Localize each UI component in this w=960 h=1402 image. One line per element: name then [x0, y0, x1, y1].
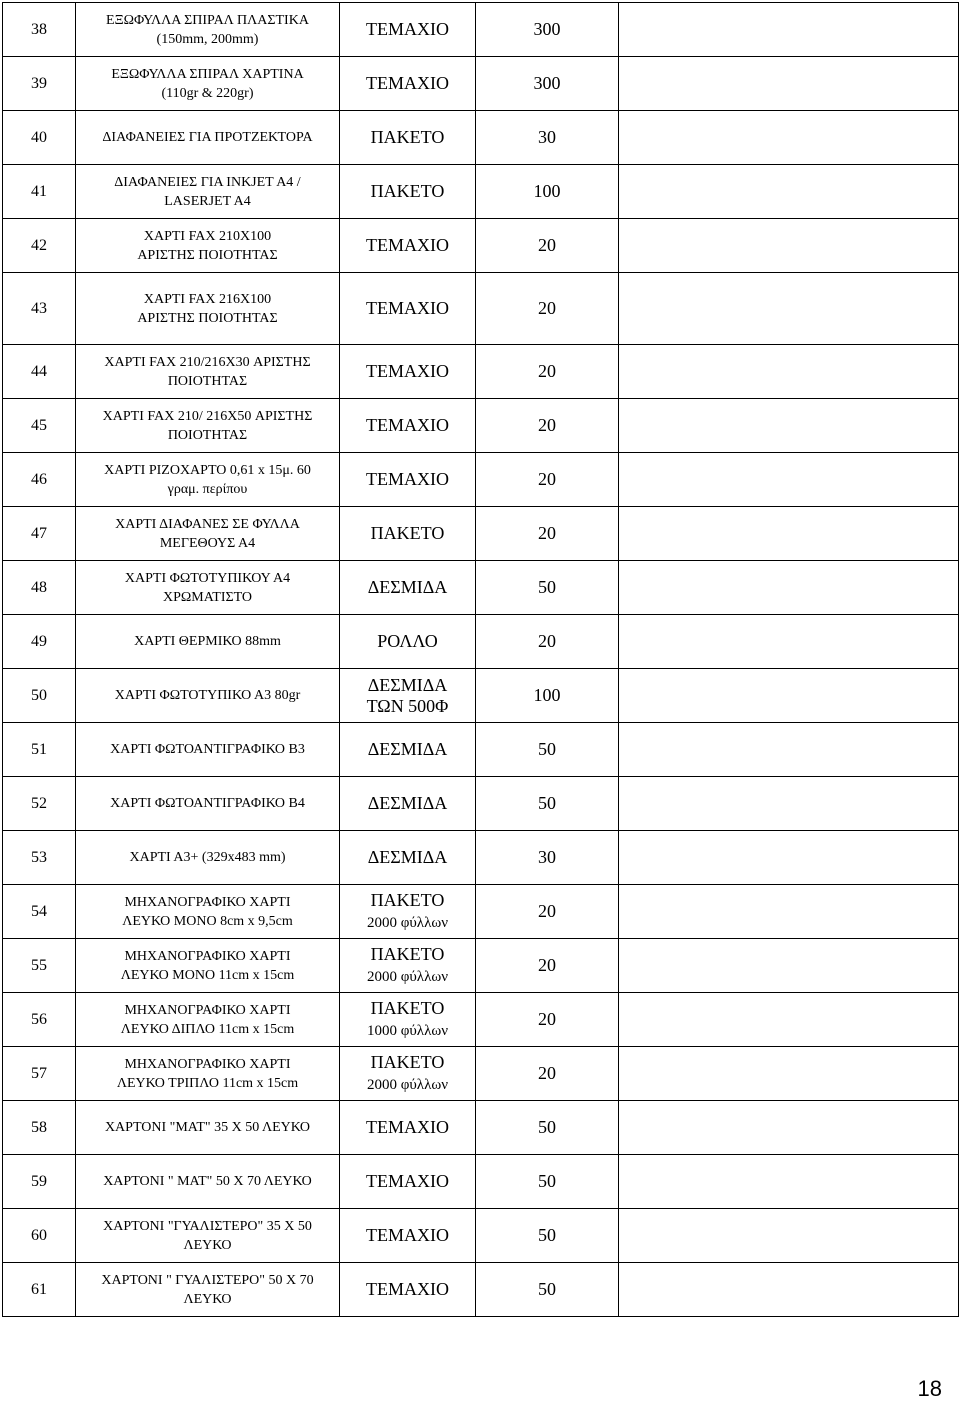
item-unit-cell — [340, 1155, 476, 1209]
item-description-cell — [76, 1209, 340, 1263]
item-quantity: 20 — [538, 298, 556, 318]
item-unit-cell — [340, 1263, 476, 1317]
item-number: 54 — [31, 902, 47, 920]
item-number-cell — [3, 1047, 76, 1101]
item-number: 49 — [31, 632, 47, 650]
item-quantity: 20 — [538, 523, 556, 543]
table-row — [3, 885, 959, 939]
item-unit: ΤΕΜΑΧΙΟ — [366, 235, 449, 255]
item-price-cell — [619, 885, 959, 939]
item-number: 38 — [31, 20, 47, 38]
item-unit: ΔΕΣΜΙΔΑ — [367, 739, 448, 759]
item-number: 44 — [31, 362, 47, 380]
item-description-line1: ΧΑΡΤΟΝΙ "ΜΑΤ" 35 Χ 50 ΛΕΥΚΟ — [104, 1120, 311, 1135]
item-unit: ΠΑΚΕΤΟ — [370, 127, 445, 147]
item-description-cell — [76, 111, 340, 165]
item-price-cell — [619, 669, 959, 723]
item-number: 46 — [31, 470, 47, 488]
item-description-line2: ΛΕΥΚΟ ΤΡΙΠΛΟ 11cm x 15cm — [116, 1075, 299, 1091]
item-unit-cell — [340, 1047, 476, 1101]
item-quantity-cell — [476, 111, 619, 165]
table-row — [3, 1263, 959, 1317]
item-price-cell — [619, 1263, 959, 1317]
item-number-cell — [3, 561, 76, 615]
item-description-cell — [76, 1155, 340, 1209]
item-description-line1: ΧΑΡΤΙ ΔΙΑΦΑΝΕΣ ΣΕ ΦΥΛΛΑ — [115, 516, 300, 532]
table-row — [3, 273, 959, 345]
item-quantity-cell — [476, 669, 619, 723]
item-price-cell — [619, 273, 959, 345]
item-description-line1: ΧΑΡΤΙ ΦΩΤΟΑΝΤΙΓΡΑΦΙΚΟ Β4 — [110, 796, 305, 811]
item-unit-detail: 1000 φύλλων — [366, 1022, 449, 1039]
item-number-cell — [3, 507, 76, 561]
item-number: 59 — [31, 1172, 47, 1190]
table-row — [3, 939, 959, 993]
item-number: 48 — [31, 578, 47, 596]
item-unit-cell — [340, 3, 476, 57]
item-description-cell — [76, 507, 340, 561]
item-description-line2: ΠΟΙΟΤΗΤΑΣ — [167, 373, 248, 389]
item-price-cell — [619, 939, 959, 993]
item-unit: ΠΑΚΕΤΟ — [370, 889, 445, 910]
item-quantity: 50 — [538, 793, 556, 813]
item-description-line2: LASERJET A4 — [164, 193, 251, 209]
item-number: 58 — [31, 1118, 47, 1136]
table-row — [3, 993, 959, 1047]
table-row — [3, 669, 959, 723]
item-number-cell — [3, 273, 76, 345]
item-unit-cell — [340, 111, 476, 165]
item-description-line1: ΕΞΩΦΥΛΛΑ ΣΠΙΡΑΛ ΧΑΡΤΙΝΑ — [111, 66, 304, 82]
item-description-line1: ΔΙΑΦΑΝΕΙΕΣ ΓΙΑ ΠΡΟΤΖΕΚΤΟΡΑ — [102, 130, 313, 145]
item-description-line1: ΧΑΡΤΙ FAX 210/ 216X50 ΑΡΙΣΤΗΣ — [102, 408, 313, 424]
item-unit: ΠΑΚΕΤΟ — [370, 997, 445, 1018]
item-unit-detail: 2000 φύλλων — [366, 968, 449, 985]
item-description-line2: ΜΕΓΕΘΟΥΣ Α4 — [159, 535, 256, 551]
item-description-line2: γραμ. περίπου — [167, 481, 248, 497]
item-number-cell — [3, 885, 76, 939]
item-quantity-cell — [476, 1101, 619, 1155]
item-description-line1: ΧΑΡΤΙ FAX 210/216X30 ΑΡΙΣΤΗΣ — [104, 354, 311, 370]
item-description-cell — [76, 57, 340, 111]
item-unit-cell — [340, 777, 476, 831]
item-number-cell — [3, 993, 76, 1047]
item-number-cell — [3, 723, 76, 777]
table-row — [3, 831, 959, 885]
item-price-cell — [619, 345, 959, 399]
item-description-cell — [76, 615, 340, 669]
item-number-cell — [3, 615, 76, 669]
item-description-line1: ΜΗΧΑΝΟΓΡΑΦΙΚΟ ΧΑΡΤΙ — [124, 894, 291, 910]
item-unit-cell — [340, 831, 476, 885]
item-unit-cell — [340, 345, 476, 399]
item-number: 57 — [31, 1064, 47, 1082]
item-quantity-cell — [476, 615, 619, 669]
table-row — [3, 399, 959, 453]
table-row — [3, 1047, 959, 1101]
item-quantity: 30 — [538, 847, 556, 867]
item-description-cell — [76, 1047, 340, 1101]
item-unit: ΤΕΜΑΧΙΟ — [366, 73, 449, 93]
item-number: 39 — [31, 74, 47, 92]
item-quantity: 300 — [533, 73, 561, 93]
item-quantity-cell — [476, 399, 619, 453]
item-number-cell — [3, 1209, 76, 1263]
item-description-line2: (110gr & 220gr) — [161, 85, 254, 101]
item-number: 43 — [31, 299, 47, 317]
table-row — [3, 453, 959, 507]
item-unit: ΔΕΣΜΙΔΑ — [367, 577, 448, 597]
item-unit-cell — [340, 507, 476, 561]
item-description-line1: ΧΑΡΤΙ ΡΙΖΟΧΑΡΤΟ 0,61 x 15μ. 60 — [104, 462, 311, 478]
table-row — [3, 615, 959, 669]
item-quantity: 20 — [538, 631, 556, 651]
item-price-cell — [619, 111, 959, 165]
item-unit-cell — [340, 723, 476, 777]
table-row — [3, 561, 959, 615]
item-price-cell — [619, 507, 959, 561]
item-number-cell — [3, 777, 76, 831]
item-price-cell — [619, 219, 959, 273]
item-quantity-cell — [476, 219, 619, 273]
item-price-cell — [619, 831, 959, 885]
item-unit: ΔΕΣΜΙΔΑ — [367, 793, 448, 813]
item-number: 61 — [31, 1280, 47, 1298]
item-unit: ΠΑΚΕΤΟ — [370, 523, 445, 543]
item-description-line2: ΧΡΩΜΑΤΙΣΤΟ — [162, 589, 253, 605]
item-unit: ΤΕΜΑΧΙΟ — [366, 298, 449, 318]
item-unit: ΠΑΚΕΤΟ — [370, 181, 445, 201]
item-description-line2: (150mm, 200mm) — [156, 31, 259, 47]
item-quantity: 100 — [533, 181, 561, 201]
item-number: 53 — [31, 848, 47, 866]
table-row — [3, 219, 959, 273]
item-description-line1: ΧΑΡΤΙ ΦΩΤΟΤΥΠΙΚΟ Α3 80gr — [114, 688, 301, 703]
item-quantity-cell — [476, 1047, 619, 1101]
item-description-cell — [76, 3, 340, 57]
table-row — [3, 345, 959, 399]
table-row — [3, 1209, 959, 1263]
item-price-cell — [619, 1155, 959, 1209]
item-quantity: 50 — [538, 1117, 556, 1137]
item-quantity: 20 — [538, 955, 556, 975]
item-description-line1: ΧΑΡΤΙ FAX 216X100 — [143, 291, 272, 307]
item-number-cell — [3, 669, 76, 723]
item-unit-detail: 2000 φύλλων — [366, 1076, 449, 1093]
item-number-cell — [3, 111, 76, 165]
table-row — [3, 777, 959, 831]
item-description-cell — [76, 885, 340, 939]
item-description-line2: ΑΡΙΣΤΗΣ ΠΟΙΟΤΗΤΑΣ — [137, 310, 278, 326]
item-number-cell — [3, 939, 76, 993]
item-description-cell — [76, 831, 340, 885]
item-number-cell — [3, 1263, 76, 1317]
item-quantity-cell — [476, 1209, 619, 1263]
table-row — [3, 57, 959, 111]
item-unit: ΔΕΣΜΙΔΑ — [367, 674, 448, 695]
item-unit-cell — [340, 1101, 476, 1155]
item-number: 55 — [31, 956, 47, 974]
item-quantity: 20 — [538, 235, 556, 255]
item-quantity: 20 — [538, 901, 556, 921]
item-number-cell — [3, 219, 76, 273]
item-description-line2: ΠΟΙΟΤΗΤΑΣ — [167, 427, 248, 443]
item-unit-cell — [340, 219, 476, 273]
item-description-line1: ΜΗΧΑΝΟΓΡΑΦΙΚΟ ΧΑΡΤΙ — [124, 1002, 291, 1018]
item-number: 40 — [31, 128, 47, 146]
item-quantity-cell — [476, 1155, 619, 1209]
item-quantity-cell — [476, 723, 619, 777]
item-description-cell — [76, 165, 340, 219]
item-description-line2: ΑΡΙΣΤΗΣ ΠΟΙΟΤΗΤΑΣ — [137, 247, 278, 263]
item-description-cell — [76, 345, 340, 399]
item-unit-detail: 2000 φύλλων — [366, 914, 449, 931]
item-unit-cell — [340, 273, 476, 345]
item-unit: ΤΕΜΑΧΙΟ — [366, 1117, 449, 1137]
item-description-cell — [76, 219, 340, 273]
item-number-cell — [3, 399, 76, 453]
item-unit-cell — [340, 399, 476, 453]
item-number-cell — [3, 1155, 76, 1209]
table-row — [3, 3, 959, 57]
item-price-cell — [619, 1209, 959, 1263]
item-quantity: 300 — [533, 19, 561, 39]
item-quantity-cell — [476, 453, 619, 507]
item-price-cell — [619, 1101, 959, 1155]
item-description-line1: ΧΑΡΤΙ Α3+ (329x483 mm) — [129, 850, 286, 865]
item-number-cell — [3, 3, 76, 57]
item-number: 50 — [31, 686, 47, 704]
item-quantity: 20 — [538, 1009, 556, 1029]
item-unit: ΤΕΜΑΧΙΟ — [366, 361, 449, 381]
item-description-cell — [76, 273, 340, 345]
table-row — [3, 1155, 959, 1209]
item-quantity: 30 — [538, 127, 556, 147]
item-description-line2: ΛΕΥΚΟ — [183, 1291, 232, 1307]
item-quantity-cell — [476, 993, 619, 1047]
item-unit-detail: ΤΩΝ 500Φ — [366, 695, 449, 716]
item-unit-cell — [340, 57, 476, 111]
item-description-line1: ΧΑΡΤΟΝΙ " ΓΥΑΛΙΣΤΕΡΟ" 50 Χ 70 — [101, 1272, 314, 1288]
item-quantity: 50 — [538, 577, 556, 597]
item-quantity-cell — [476, 345, 619, 399]
item-number-cell — [3, 165, 76, 219]
item-description-line1: ΜΗΧΑΝΟΓΡΑΦΙΚΟ ΧΑΡΤΙ — [124, 948, 291, 964]
item-number: 41 — [31, 182, 47, 200]
item-description-cell — [76, 939, 340, 993]
item-quantity-cell — [476, 165, 619, 219]
item-price-cell — [619, 1047, 959, 1101]
item-number: 45 — [31, 416, 47, 434]
item-price-cell — [619, 453, 959, 507]
item-description-cell — [76, 993, 340, 1047]
item-quantity: 20 — [538, 469, 556, 489]
item-description-cell — [76, 1101, 340, 1155]
item-number: 52 — [31, 794, 47, 812]
item-description-line1: ΧΑΡΤΟΝΙ " ΜΑΤ" 50 Χ 70 ΛΕΥΚΟ — [103, 1174, 312, 1189]
item-quantity: 20 — [538, 415, 556, 435]
item-price-cell — [619, 993, 959, 1047]
table-row — [3, 1101, 959, 1155]
item-quantity-cell — [476, 507, 619, 561]
table-row — [3, 111, 959, 165]
item-description-cell — [76, 453, 340, 507]
item-quantity-cell — [476, 777, 619, 831]
item-unit-cell — [340, 615, 476, 669]
item-price-cell — [619, 399, 959, 453]
item-quantity: 100 — [533, 685, 561, 705]
item-description-line1: ΧΑΡΤΙ FAX 210X100 — [143, 228, 272, 244]
item-price-cell — [619, 723, 959, 777]
item-quantity: 50 — [538, 1171, 556, 1191]
item-description-line2: ΛΕΥΚΟ ΜΟΝΟ 8cm x 9,5cm — [122, 913, 293, 929]
item-unit: ΤΕΜΑΧΙΟ — [366, 19, 449, 39]
item-price-cell — [619, 615, 959, 669]
item-description-cell — [76, 1263, 340, 1317]
table-row — [3, 723, 959, 777]
item-quantity-cell — [476, 57, 619, 111]
item-description-line1: ΜΗΧΑΝΟΓΡΑΦΙΚΟ ΧΑΡΤΙ — [124, 1056, 291, 1072]
item-description-line1: ΧΑΡΤΟΝΙ "ΓΥΑΛΙΣΤΕΡΟ" 35 Χ 50 — [103, 1218, 312, 1234]
item-quantity-cell — [476, 885, 619, 939]
item-description-line2: ΛΕΥΚΟ ΔΙΠΛΟ 11cm x 15cm — [120, 1021, 295, 1037]
item-number: 47 — [31, 524, 47, 542]
item-unit: ΔΕΣΜΙΔΑ — [367, 847, 448, 867]
item-number-cell — [3, 1101, 76, 1155]
table-row — [3, 507, 959, 561]
item-description-cell — [76, 669, 340, 723]
item-unit: ΤΕΜΑΧΙΟ — [366, 1279, 449, 1299]
item-quantity: 50 — [538, 1279, 556, 1299]
item-number: 42 — [31, 236, 47, 254]
item-price-cell — [619, 165, 959, 219]
item-description-cell — [76, 561, 340, 615]
item-number-cell — [3, 453, 76, 507]
item-unit-cell — [340, 165, 476, 219]
item-description-line2: ΛΕΥΚΟ — [183, 1237, 232, 1253]
item-description-line1: ΧΑΡΤΙ ΦΩΤΟΤΥΠΙΚΟΥ Α4 — [124, 570, 291, 586]
item-description-line2: ΛΕΥΚΟ ΜΟΝΟ 11cm x 15cm — [120, 967, 295, 983]
item-number: 56 — [31, 1010, 47, 1028]
item-description-cell — [76, 399, 340, 453]
item-quantity-cell — [476, 273, 619, 345]
item-description-line1: ΕΞΩΦΥΛΛΑ ΣΠΙΡΑΛ ΠΛΑΣΤΙΚΑ — [106, 12, 309, 28]
item-description-cell — [76, 723, 340, 777]
item-description-line1: ΔΙΑΦΑΝΕΙΕΣ ΓΙΑ INKJET A4 / — [114, 174, 301, 190]
item-unit-cell — [340, 939, 476, 993]
item-unit: ΠΑΚΕΤΟ — [370, 943, 445, 964]
item-number-cell — [3, 345, 76, 399]
item-number-cell — [3, 831, 76, 885]
item-quantity-cell — [476, 3, 619, 57]
item-unit: ΤΕΜΑΧΙΟ — [366, 415, 449, 435]
item-quantity: 20 — [538, 361, 556, 381]
item-quantity-cell — [476, 939, 619, 993]
item-description-line1: ΧΑΡΤΙ ΦΩΤΟΑΝΤΙΓΡΑΦΙΚΟ Β3 — [110, 742, 305, 757]
item-unit: ΤΕΜΑΧΙΟ — [366, 469, 449, 489]
item-unit: ΠΑΚΕΤΟ — [370, 1051, 445, 1072]
item-unit-cell — [340, 561, 476, 615]
item-quantity: 20 — [538, 1063, 556, 1083]
item-unit-cell — [340, 993, 476, 1047]
item-price-cell — [619, 777, 959, 831]
items-table — [2, 2, 959, 1317]
item-quantity: 50 — [538, 739, 556, 759]
item-quantity-cell — [476, 561, 619, 615]
item-description-line1: ΧΑΡΤΙ ΘΕΡΜΙΚΟ 88mm — [134, 634, 281, 649]
item-unit-cell — [340, 453, 476, 507]
item-price-cell — [619, 3, 959, 57]
item-number: 51 — [31, 740, 47, 758]
item-price-cell — [619, 561, 959, 615]
item-unit-cell — [340, 669, 476, 723]
item-quantity-cell — [476, 1263, 619, 1317]
table-row — [3, 165, 959, 219]
item-unit: ΡΟΛΛΟ — [377, 631, 438, 651]
page-number: 18 — [917, 1376, 942, 1401]
item-unit: ΤΕΜΑΧΙΟ — [366, 1171, 449, 1191]
item-quantity-cell — [476, 831, 619, 885]
item-unit-cell — [340, 885, 476, 939]
item-number-cell — [3, 57, 76, 111]
item-unit: ΤΕΜΑΧΙΟ — [366, 1225, 449, 1245]
item-description-cell — [76, 777, 340, 831]
item-number: 60 — [31, 1226, 47, 1244]
item-unit-cell — [340, 1209, 476, 1263]
item-quantity: 50 — [538, 1225, 556, 1245]
item-price-cell — [619, 57, 959, 111]
